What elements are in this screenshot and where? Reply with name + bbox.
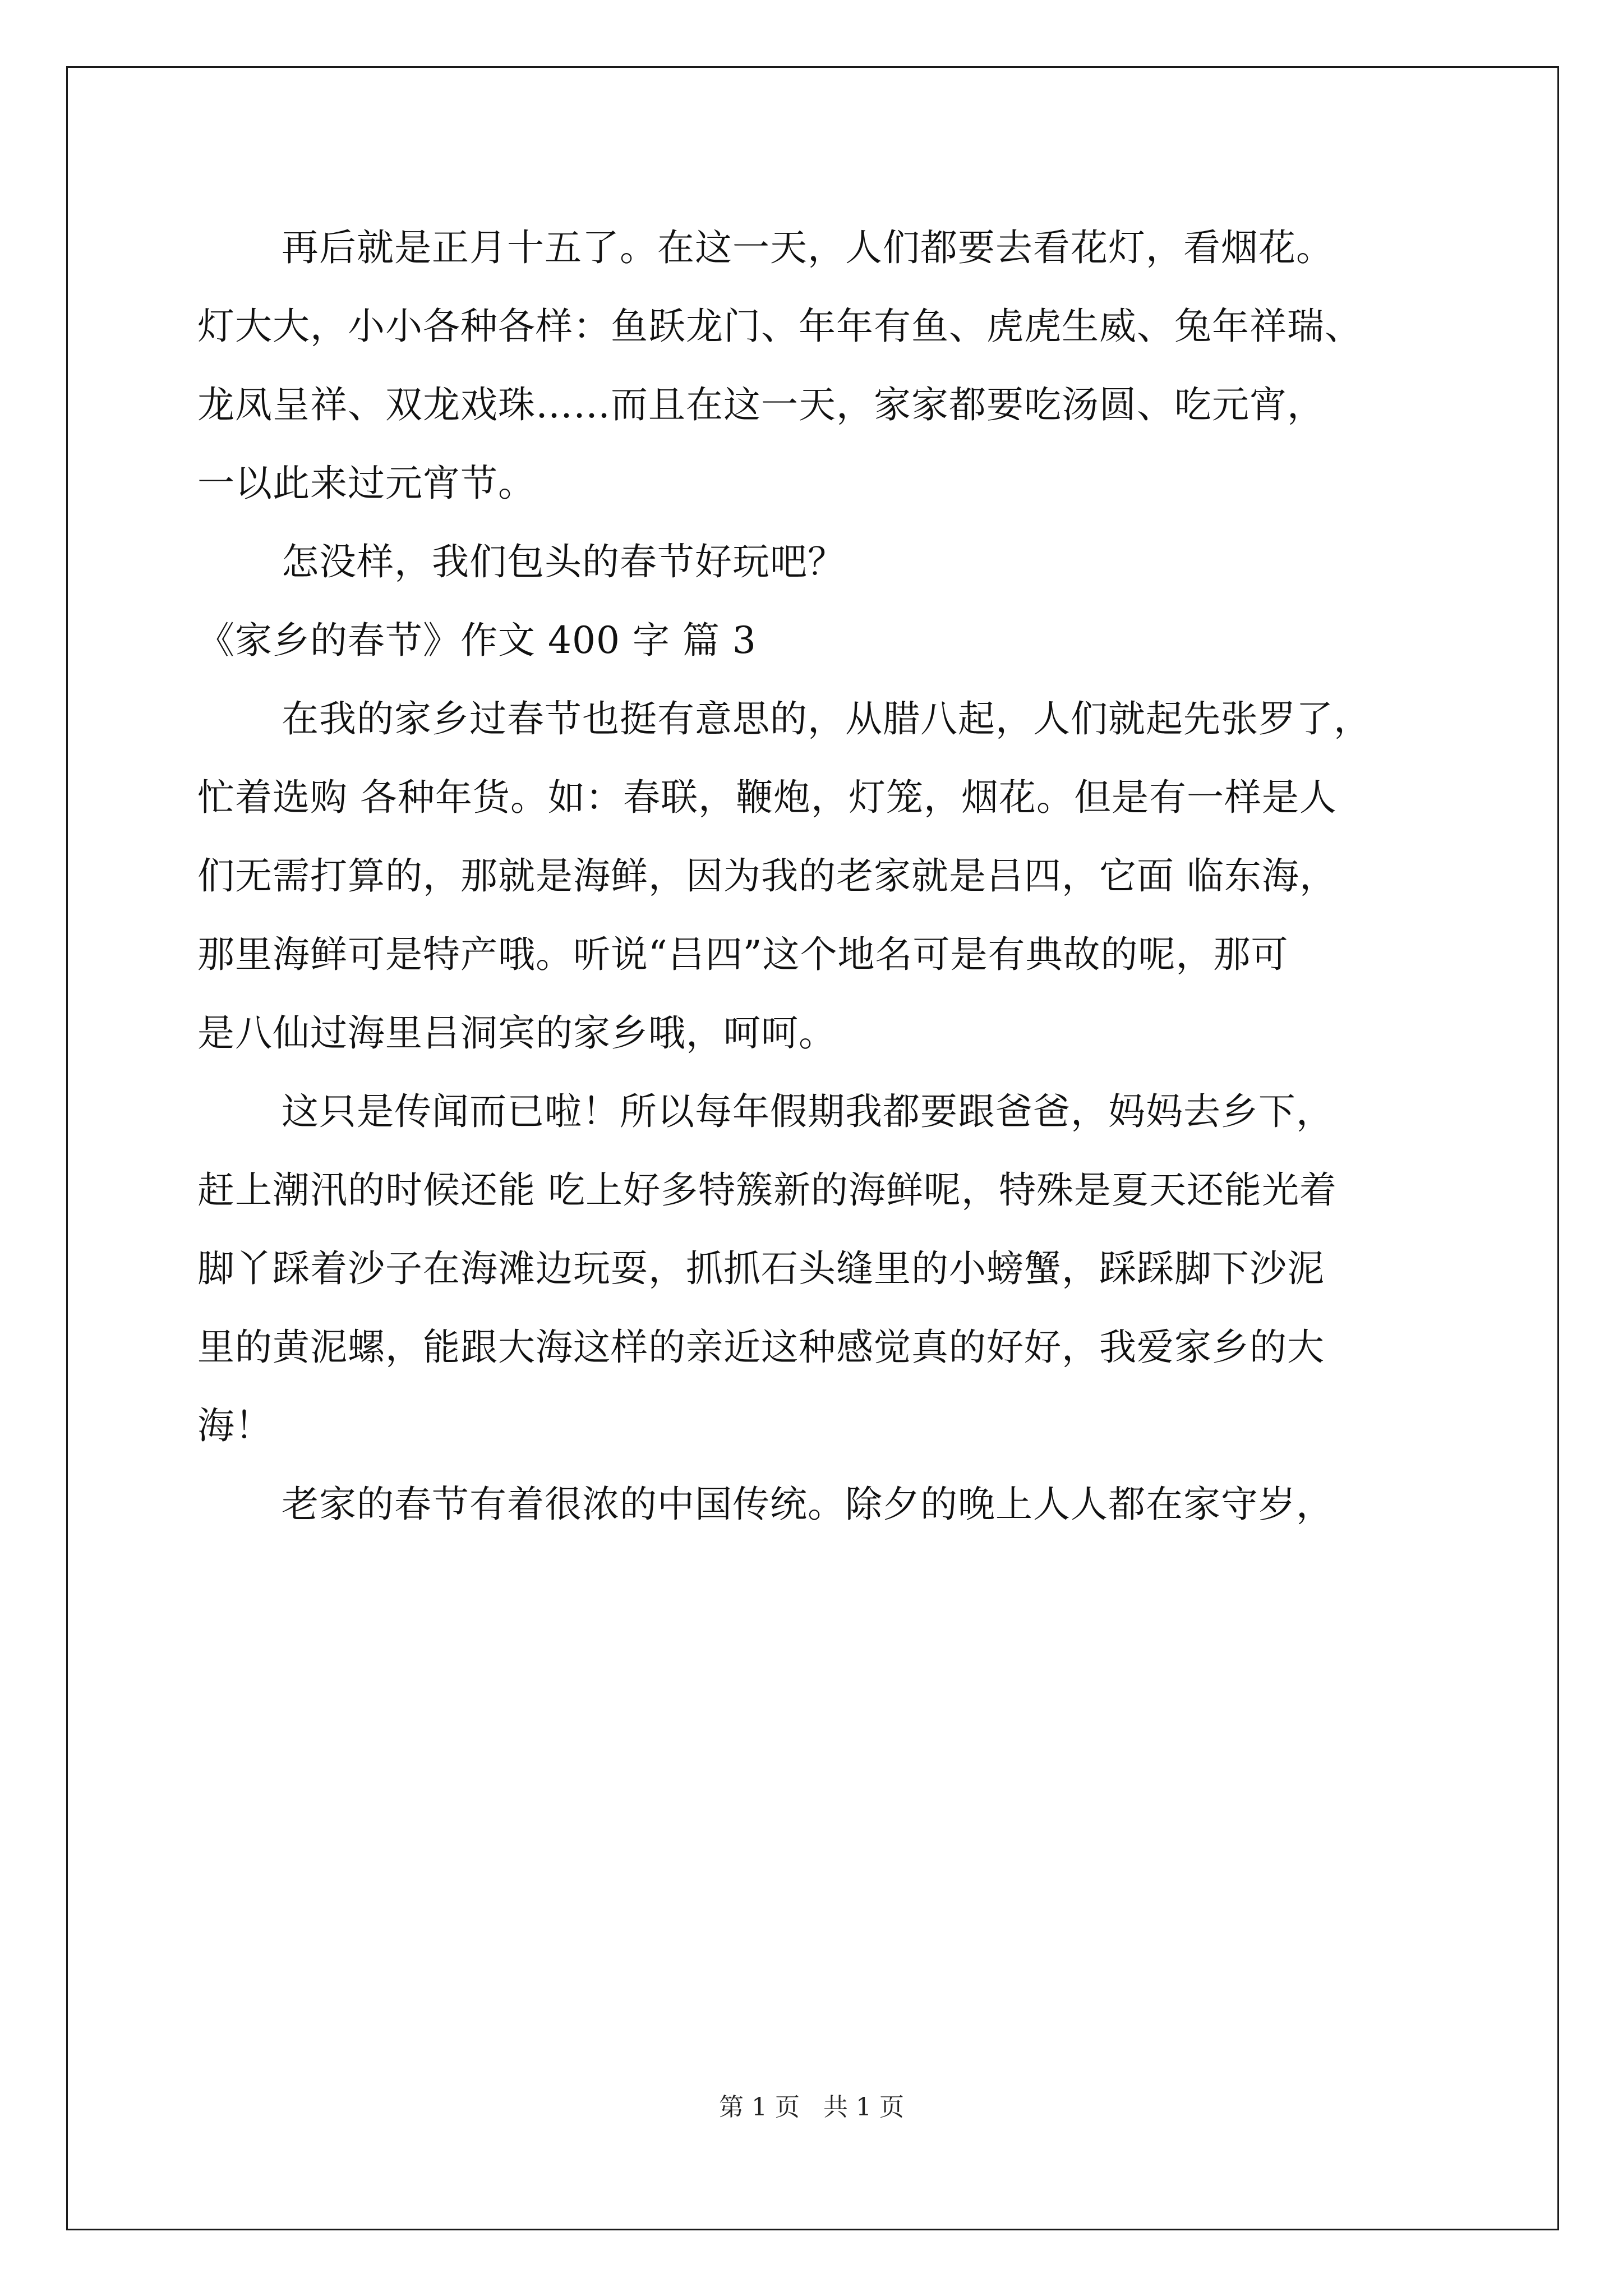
paragraph-line: 海！ — [197, 1404, 273, 1447]
paragraph-line: 一以此来过元宵节。 — [197, 462, 536, 505]
paragraph-line: 怎没样，我们包头的春节好玩吧？ — [282, 540, 845, 583]
page-footer — [0, 2087, 1623, 2123]
paragraph-line: 灯大大，小小各种各样：鱼跃龙门、年年有鱼、虎虎生威、兔年祥瑞、 — [197, 305, 1362, 348]
paragraph-line: 赶上潮汛的时候还能 吃上好多特簇新的海鲜呢，特殊是夏天还能光着 — [197, 1168, 1337, 1212]
paragraph-line: 是八仙过海里吕洞宾的家乡哦，呵呵。 — [197, 1011, 836, 1055]
paragraph-line: 龙凤呈祥、双龙戏珠……而且在这一天，家家都要吃汤圆、吃元宵， — [197, 383, 1325, 426]
paragraph-line: 在我的家乡过春节也挺有意思的，从腊八起，人们就起先张罗了， — [282, 697, 1371, 740]
paragraph-line: 忙着选购 各种年货。如：春联，鞭炮，灯笼，烟花。但是有一样是人 — [197, 776, 1337, 819]
paragraph-line: 里的黄泥螺，能跟大海这样的亲近这种感觉真的好好，我爱家乡的大 — [197, 1326, 1325, 1369]
paragraph-line: 们无需打算的，那就是海鲜，因为我的老家就是吕四，它面 临东海， — [197, 854, 1337, 898]
paragraph-line: 脚丫踩着沙子在海滩边玩耍，抓抓石头缝里的小螃蟹，踩踩脚下沙泥 — [197, 1247, 1325, 1290]
paragraph-line: 再后就是正月十五了。在这一天，人们都要去看花灯，看烟花。 — [282, 226, 1334, 269]
section-heading: 《家乡的春节》作文 400 字 篇 3 — [197, 619, 757, 662]
paragraph-line: 那里海鲜可是特产哦。听说“吕四”这个地名可是有典故的呢，那可 — [197, 933, 1289, 976]
paragraph-line: 这只是传闻而已啦！所以每年假期我都要跟爸爸，妈妈去乡下， — [282, 1090, 1334, 1133]
paragraph-line: 老家的春节有着很浓的中国传统。除夕的晚上人人都在家守岁， — [282, 1483, 1334, 1526]
page-total: 共 1 页 — [823, 2093, 904, 2122]
page-number: 第 1 页 — [719, 2093, 800, 2122]
